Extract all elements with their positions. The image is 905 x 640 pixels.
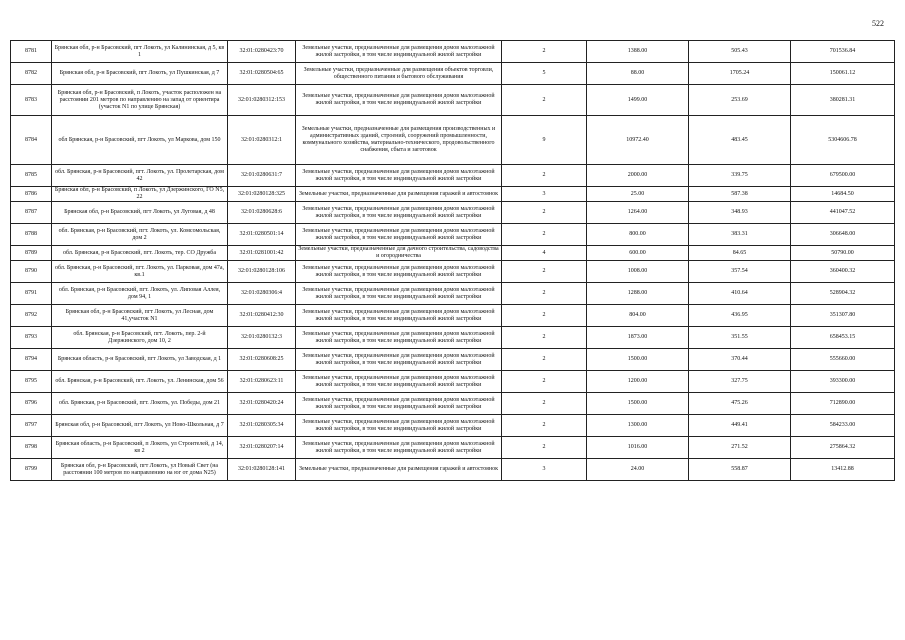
table-row [11, 41, 895, 63]
row-number-cell: 8788 [11, 224, 52, 246]
cadastral-number-cell: 32:01:0281001:42 [228, 246, 296, 261]
cadastral-number-cell: 32:01:0280412:30 [228, 305, 296, 327]
cadastral-value-cell: 360400.32 [791, 261, 895, 283]
cadastral-number-cell: 32:01:0280423:70 [228, 41, 296, 63]
row-number-cell: 8793 [11, 327, 52, 349]
area-cell: 24.00 [587, 459, 689, 481]
cadastral-value-cell: 393300.00 [791, 371, 895, 393]
cadastral-value-cell: 13412.88 [791, 459, 895, 481]
use-group-cell: 2 [502, 165, 587, 187]
row-number-cell: 8799 [11, 459, 52, 481]
cadastral-number-cell: 32:01:0280305:34 [228, 415, 296, 437]
area-cell: 1499.00 [587, 85, 689, 116]
permitted-use-cell: Земельные участки, предназначенные для размещения домов малоэтажной жилой застройки, в том числе индивидуальной жилой застройки [296, 165, 502, 187]
address-cell: Брянская обл, р-н Брасовский, пгт Локоть, ул Пушкинская, д 7 [52, 63, 228, 85]
cadastral-value-cell: 555660.00 [791, 349, 895, 371]
area-cell: 88.00 [587, 63, 689, 85]
row-number-cell: 8796 [11, 393, 52, 415]
row-number-cell: 8797 [11, 415, 52, 437]
table-row [11, 437, 895, 459]
table-row [11, 202, 895, 224]
cadastral-number-cell: 32:01:0280628:6 [228, 202, 296, 224]
specific-value-cell: 339.75 [689, 165, 791, 187]
area-cell: 2000.00 [587, 165, 689, 187]
specific-value-cell: 558.87 [689, 459, 791, 481]
cadastral-number-cell: 32:01:0280501:14 [228, 224, 296, 246]
cadastral-number-cell: 32:01:0280128:325 [228, 187, 296, 202]
use-group-cell: 2 [502, 85, 587, 116]
permitted-use-cell: Земельные участки, предназначенные для размещения домов малоэтажной жилой застройки, в том числе индивидуальной жилой застройки [296, 85, 502, 116]
area-cell: 1388.00 [587, 41, 689, 63]
address-cell: обл. Брянская, р-н Брасовский, пгт. Локоть, ул. Ленинская, дом 56 [52, 371, 228, 393]
permitted-use-cell: Земельные участки, предназначенные для размещения домов малоэтажной жилой застройки, в том числе индивидуальной жилой застройки [296, 41, 502, 63]
address-cell: Брянская обл, р-н Брасовский, пгт Локоть, ул Новый Свет (на расстоянии 100 метров по направлению на юг от дома N25) [52, 459, 228, 481]
address-cell: Брянская область, р-н Брасовский, пгт Локоть, ул Заводская, д 1 [52, 349, 228, 371]
use-group-cell: 4 [502, 246, 587, 261]
table-row [11, 305, 895, 327]
address-cell: обл Брянская, р-н Брасовский, пгт Локоть, ул Маркова, дом 150 [52, 116, 228, 165]
cadastral-number-cell: 32:01:0280128:106 [228, 261, 296, 283]
specific-value-cell: 351.55 [689, 327, 791, 349]
area-cell: 804.00 [587, 305, 689, 327]
area-cell: 1016.00 [587, 437, 689, 459]
specific-value-cell: 410.64 [689, 283, 791, 305]
permitted-use-cell: Земельные участки, предназначенные для размещения производственных и административных зданий, строений, сооружений промышленности, коммунального хозяйства, материально-технического, продовольственного снабжения, сбыта и заготовок [296, 116, 502, 165]
area-cell: 1500.00 [587, 349, 689, 371]
specific-value-cell: 253.69 [689, 85, 791, 116]
table-row [11, 187, 895, 202]
specific-value-cell: 436.95 [689, 305, 791, 327]
row-number-cell: 8786 [11, 187, 52, 202]
cadastral-number-cell: 32:01:0280631:7 [228, 165, 296, 187]
permitted-use-cell: Земельные участки, предназначенные для размещения гаражей и автостоянок [296, 187, 502, 202]
permitted-use-cell: Земельные участки, предназначенные для размещения домов малоэтажной жилой застройки, в том числе индивидуальной жилой застройки [296, 327, 502, 349]
cadastral-number-cell: 32:01:0280420:24 [228, 393, 296, 415]
row-number-cell: 8781 [11, 41, 52, 63]
table-row [11, 349, 895, 371]
area-cell: 10972.40 [587, 116, 689, 165]
address-cell: обл. Брянская, р-н Брасовский, пгт. Локоть, ул. Пролетарская, дом 42 [52, 165, 228, 187]
cadastral-number-cell: 32:01:0280608:25 [228, 349, 296, 371]
use-group-cell: 2 [502, 261, 587, 283]
cadastral-value-cell: 5304606.78 [791, 116, 895, 165]
specific-value-cell: 271.52 [689, 437, 791, 459]
permitted-use-cell: Земельные участки, предназначенные для размещения домов малоэтажной жилой застройки, в том числе индивидуальной жилой застройки [296, 349, 502, 371]
table-row [11, 165, 895, 187]
permitted-use-cell: Земельные участки, предназначенные для дачного строительства, садоводства и огородничества [296, 246, 502, 261]
table-row [11, 327, 895, 349]
permitted-use-cell: Земельные участки, предназначенные для размещения гаражей и автостоянок [296, 459, 502, 481]
specific-value-cell: 327.75 [689, 371, 791, 393]
cadastral-value-cell: 351307.80 [791, 305, 895, 327]
cadastral-value-cell: 441047.52 [791, 202, 895, 224]
cadastral-value-cell: 380281.31 [791, 85, 895, 116]
row-number-cell: 8792 [11, 305, 52, 327]
row-number-cell: 8783 [11, 85, 52, 116]
specific-value-cell: 449.41 [689, 415, 791, 437]
table-row [11, 261, 895, 283]
permitted-use-cell: Земельные участки, предназначенные для размещения домов малоэтажной жилой застройки, в том числе индивидуальной жилой застройки [296, 224, 502, 246]
permitted-use-cell: Земельные участки, предназначенные для размещения домов малоэтажной жилой застройки, в том числе индивидуальной жилой застройки [296, 371, 502, 393]
cadastral-number-cell: 32:01:0280312:153 [228, 85, 296, 116]
use-group-cell: 2 [502, 327, 587, 349]
use-group-cell: 2 [502, 41, 587, 63]
address-cell: Брянская обл, р-н Брасовский, пгт Локоть, ул Луговая, д 48 [52, 202, 228, 224]
cadastral-number-cell: 32:01:0280207:14 [228, 437, 296, 459]
row-number-cell: 8791 [11, 283, 52, 305]
cadastral-value-cell: 712890.00 [791, 393, 895, 415]
use-group-cell: 9 [502, 116, 587, 165]
cadastral-value-cell: 150061.12 [791, 63, 895, 85]
area-cell: 1264.00 [587, 202, 689, 224]
row-number-cell: 8795 [11, 371, 52, 393]
permitted-use-cell: Земельные участки, предназначенные для размещения объектов торговли, общественного питания и бытового обслуживания [296, 63, 502, 85]
use-group-cell: 2 [502, 415, 587, 437]
table-row [11, 246, 895, 261]
specific-value-cell: 505.43 [689, 41, 791, 63]
table-row [11, 116, 895, 165]
permitted-use-cell: Земельные участки, предназначенные для размещения домов малоэтажной жилой застройки, в том числе индивидуальной жилой застройки [296, 283, 502, 305]
table-row [11, 393, 895, 415]
use-group-cell: 5 [502, 63, 587, 85]
row-number-cell: 8789 [11, 246, 52, 261]
address-cell: обл. Брянская, р-н Брасовский, пгт. Локоть, тер. СО Дружба [52, 246, 228, 261]
area-cell: 1873.00 [587, 327, 689, 349]
page-number: 522 [872, 19, 884, 28]
row-number-cell: 8798 [11, 437, 52, 459]
table-row [11, 371, 895, 393]
address-cell: обл. Брянская, р-н Брасовский, пгт. Локоть, ул. Комсомольская, дом 2 [52, 224, 228, 246]
address-cell: Брянская область, р-н Брасовский, п Локоть, ул Строителей, д 14, кв 2 [52, 437, 228, 459]
use-group-cell: 2 [502, 224, 587, 246]
specific-value-cell: 357.54 [689, 261, 791, 283]
specific-value-cell: 370.44 [689, 349, 791, 371]
table-row [11, 224, 895, 246]
area-cell: 800.00 [587, 224, 689, 246]
cadastral-value-table [10, 40, 895, 481]
row-number-cell: 8790 [11, 261, 52, 283]
table-row [11, 415, 895, 437]
table-row [11, 85, 895, 116]
row-number-cell: 8782 [11, 63, 52, 85]
row-number-cell: 8794 [11, 349, 52, 371]
cadastral-number-cell: 32:01:0280312:1 [228, 116, 296, 165]
cadastral-value-cell: 14684.50 [791, 187, 895, 202]
specific-value-cell: 1705.24 [689, 63, 791, 85]
cadastral-value-cell: 50790.00 [791, 246, 895, 261]
address-cell: обл. Брянская, р-н Брасовский, пгт. Локоть, ул. Победы, дом 21 [52, 393, 228, 415]
specific-value-cell: 483.45 [689, 116, 791, 165]
address-cell: обл. Брянская, р-н Брасовский, пгт. Локоть, ул. Парковая, дом 47а, кв.1 [52, 261, 228, 283]
use-group-cell: 2 [502, 393, 587, 415]
specific-value-cell: 587.38 [689, 187, 791, 202]
cadastral-number-cell: 32:01:0280128:141 [228, 459, 296, 481]
permitted-use-cell: Земельные участки, предназначенные для размещения домов малоэтажной жилой застройки, в том числе индивидуальной жилой застройки [296, 261, 502, 283]
permitted-use-cell: Земельные участки, предназначенные для размещения домов малоэтажной жилой застройки, в том числе индивидуальной жилой застройки [296, 415, 502, 437]
permitted-use-cell: Земельные участки, предназначенные для размещения домов малоэтажной жилой застройки, в том числе индивидуальной жилой застройки [296, 437, 502, 459]
area-cell: 1300.00 [587, 415, 689, 437]
cadastral-value-cell: 275864.32 [791, 437, 895, 459]
address-cell: Брянская обл, р-н Брасовский, пгт Локоть, ул Калининская, д 5, кв 1 [52, 41, 228, 63]
use-group-cell: 2 [502, 349, 587, 371]
use-group-cell: 2 [502, 202, 587, 224]
address-cell: обл. Брянская, р-н Брасовский, пгт. Локоть, ул. Липовая Аллея, дом 94, 1 [52, 283, 228, 305]
address-cell: Брянская обл, р-н Брасовский, п Локоть, ул Дзержинского, ГО N5, 22 [52, 187, 228, 202]
row-number-cell: 8784 [11, 116, 52, 165]
use-group-cell: 3 [502, 459, 587, 481]
use-group-cell: 2 [502, 437, 587, 459]
area-cell: 25.00 [587, 187, 689, 202]
use-group-cell: 2 [502, 283, 587, 305]
cadastral-value-cell: 306648.00 [791, 224, 895, 246]
use-group-cell: 2 [502, 371, 587, 393]
area-cell: 600.00 [587, 246, 689, 261]
table-row [11, 63, 895, 85]
permitted-use-cell: Земельные участки, предназначенные для размещения домов малоэтажной жилой застройки, в том числе индивидуальной жилой застройки [296, 202, 502, 224]
cadastral-number-cell: 32:01:0280623:11 [228, 371, 296, 393]
cadastral-value-cell: 701536.84 [791, 41, 895, 63]
use-group-cell: 2 [502, 305, 587, 327]
table-row [11, 459, 895, 481]
cadastral-number-cell: 32:01:0280306:4 [228, 283, 296, 305]
address-cell: Брянская обл, р-н Брасовский, пгт Локоть, ул Лесная, дом 41,участок N1 [52, 305, 228, 327]
area-cell: 1200.00 [587, 371, 689, 393]
permitted-use-cell: Земельные участки, предназначенные для размещения домов малоэтажной жилой застройки, в том числе индивидуальной жилой застройки [296, 393, 502, 415]
table-body [11, 41, 895, 481]
address-cell: Брянская обл, р-н Брасовский, п Локоть, участок расположен на расстоянии 201 метров по направлению на запад от ориентира (участок N1 по улице Брянская) [52, 85, 228, 116]
cadastral-value-cell: 679500.00 [791, 165, 895, 187]
address-cell: обл. Брянская, р-н Брасовский, пгт. Локоть, пер. 2-й Дзержинского, дом 10, 2 [52, 327, 228, 349]
specific-value-cell: 475.26 [689, 393, 791, 415]
cadastral-number-cell: 32:01:0280504:65 [228, 63, 296, 85]
address-cell: Брянская обл, р-н Брасовский, пгт Локоть, ул Ново-Школьная, д 7 [52, 415, 228, 437]
row-number-cell: 8787 [11, 202, 52, 224]
area-cell: 1500.00 [587, 393, 689, 415]
cadastral-value-cell: 528904.32 [791, 283, 895, 305]
use-group-cell: 3 [502, 187, 587, 202]
permitted-use-cell: Земельные участки, предназначенные для размещения домов малоэтажной жилой застройки, в том числе индивидуальной жилой застройки [296, 305, 502, 327]
area-cell: 1288.00 [587, 283, 689, 305]
cadastral-value-cell: 584233.00 [791, 415, 895, 437]
cadastral-value-cell: 658453.15 [791, 327, 895, 349]
specific-value-cell: 348.93 [689, 202, 791, 224]
specific-value-cell: 84.65 [689, 246, 791, 261]
row-number-cell: 8785 [11, 165, 52, 187]
specific-value-cell: 383.31 [689, 224, 791, 246]
area-cell: 1008.00 [587, 261, 689, 283]
cadastral-number-cell: 32:01:0280132:3 [228, 327, 296, 349]
table-row [11, 283, 895, 305]
